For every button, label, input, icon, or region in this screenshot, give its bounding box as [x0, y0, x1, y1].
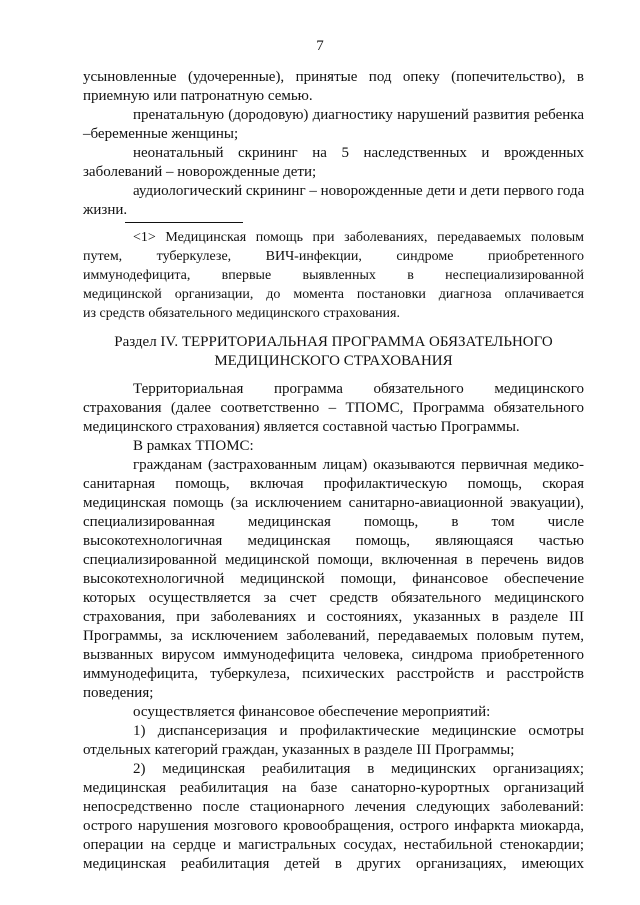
- text-line: специализированная медицинская помощь, в том числе: [83, 514, 584, 530]
- section-body: [83, 380, 584, 874]
- page-number: 7: [316, 38, 324, 54]
- text-line: гражданам (застрахованным лицам) оказываются первичная медико-: [133, 457, 584, 473]
- text-line: вызванных вирусом иммунодефицита человека, синдрома приобретенного: [83, 647, 584, 663]
- top-paragraphs: [83, 68, 584, 220]
- text-line: отдельных категорий граждан, указанных в разделе III Программы;: [83, 742, 515, 758]
- text-line: аудиологический скрининг – новорожденные дети и дети первого года: [133, 183, 585, 199]
- text-line: иммунодефицита, туберкулеза, психических расстройств и расстройств: [83, 666, 584, 682]
- section-title: [83, 333, 584, 371]
- footnote-line: путем, туберкулезе, ВИЧ-инфекции, синдроме приобретенного: [83, 249, 584, 264]
- text-line: Территориальная программа обязательного медицинского: [133, 381, 584, 397]
- text-line: осуществляется финансовое обеспечение мероприятий:: [133, 704, 491, 720]
- text-line: медицинского страхования) является составной частью Программы.: [83, 419, 520, 435]
- footnote: [83, 228, 584, 323]
- text-line: поведения;: [83, 685, 154, 701]
- text-line: непосредственно после стационарного лечения следующих заболеваний:: [83, 799, 584, 815]
- footnote-line: из средств обязательного медицинского страхования.: [83, 306, 400, 321]
- text-line: которых осуществляется за счет средств обязательного медицинского: [83, 590, 584, 606]
- text-line: страхования, при заболеваниях и состояниях, указанных в разделе III: [83, 609, 584, 625]
- text-line: –беременные женщины;: [83, 126, 239, 142]
- footnote-separator: [125, 222, 243, 223]
- text-line: неонатальный скрининг на 5 наследственных и врожденных: [133, 145, 584, 161]
- text-line: пренатальную (дородовую) диагностику нарушений развития ребенка: [133, 107, 584, 123]
- text-line: страхования (далее соответственно – ТПОМС, Программа обязательного: [83, 400, 584, 416]
- text-line: 2) медицинская реабилитация в медицинских организациях;: [133, 761, 584, 777]
- text-line: медицинская реабилитация на базе санаторно-курортных организаций: [83, 780, 584, 796]
- text-line: санитарная помощь, включая профилактическую помощь, скорая: [83, 476, 584, 492]
- footnote-line: медицинской организации, до момента постановки диагноза оплачивается: [83, 287, 584, 302]
- text-line: В рамках ТПОМС:: [133, 438, 254, 454]
- text-line: высокотехнологичная медицинская помощь, являющаяся частью: [83, 533, 584, 549]
- text-line: 1) диспансеризация и профилактические медицинские осмотры: [133, 723, 584, 739]
- text-line: жизни.: [83, 202, 128, 218]
- section-title-line: Раздел IV. ТЕРРИТОРИАЛЬНАЯ ПРОГРАММА ОБЯЗАТЕЛЬНОГО: [114, 334, 553, 350]
- text-line: усыновленные (удочеренные), принятые под опеку (попечительство), в: [83, 69, 584, 85]
- text-line: Программы, за исключением заболеваний, передаваемых половым путем,: [83, 628, 584, 644]
- text-line: медицинская реабилитация детей в других организациях, имеющих: [83, 856, 584, 872]
- section-title-line: МЕДИЦИНСКОГО СТРАХОВАНИЯ: [214, 353, 453, 369]
- text-line: приемную или патронатную семью.: [83, 88, 313, 104]
- text-line: медицинская помощь (за исключением санитарно-авиационной эвакуации),: [83, 495, 584, 511]
- text-line: специализированной медицинской помощи, включенная в перечень видов: [83, 552, 584, 568]
- text-line: операции на сердце и магистральных сосудах, нестабильной стенокардии;: [83, 837, 584, 853]
- footnote-line: иммунодефицита, впервые выявленных в неспециализированной: [83, 268, 584, 283]
- text-line: заболеваний – новорожденные дети;: [83, 164, 317, 180]
- text-line: острого нарушения мозгового кровообращения, острого инфаркта миокарда,: [83, 818, 584, 834]
- footnote-line: <1> Медицинская помощь при заболеваниях, передаваемых половым: [133, 230, 584, 245]
- text-line: высокотехнологичной медицинской помощи, финансовое обеспечение: [83, 571, 584, 587]
